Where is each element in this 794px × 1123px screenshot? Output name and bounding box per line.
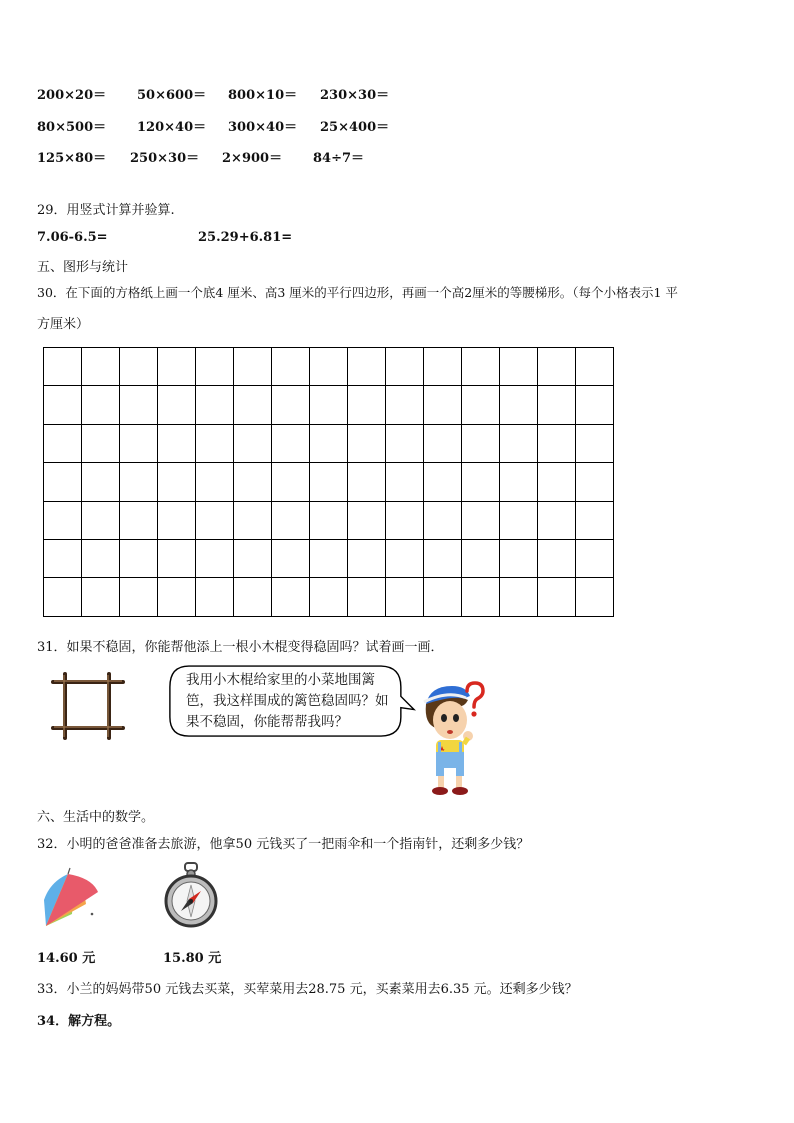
calc-3-4: 84÷7＝ <box>313 151 365 166</box>
q31-title: 31．如果不稳固，你能帮他添上一根小木棍变得稳固吗？试着画一画． <box>37 640 444 655</box>
grid-paper <box>43 347 614 617</box>
calc-1-4: 230×30＝ <box>320 88 390 103</box>
calc-1-1: 200×20＝ <box>37 88 107 103</box>
section-heading-5: 五、图形与统计 <box>37 260 129 275</box>
compass-icon <box>163 861 219 931</box>
calc-3-1: 125×80＝ <box>37 151 107 166</box>
calc-3-2: 250×30＝ <box>130 151 200 166</box>
calc-3-3: 2×900＝ <box>222 151 283 166</box>
calc-1-3: 800×10＝ <box>228 88 298 103</box>
q30-line1: 30．在下面的方格纸上画一个底4 厘米、高3 厘米的平行四边形，再画一个高2厘米的等腰梯形。（每个小格表示1 平 <box>37 285 678 300</box>
calc-2-2: 120×40＝ <box>137 120 207 135</box>
q29-expr2: 25.29+6.81= <box>198 230 293 245</box>
calc-1-2: 50×600＝ <box>137 88 207 103</box>
speech-text: 我用小木棍给家里的小菜地围篱笆，我这样围成的篱笆稳固吗？如果不稳固，你能帮帮我吗？ <box>186 672 389 730</box>
q29-title: 29．用竖式计算并验算. <box>37 203 175 218</box>
q29-expr1: 7.06-6.5= <box>37 230 108 245</box>
q30-line2: 方厘米） <box>37 317 90 332</box>
calc-2-4: 25×400＝ <box>320 120 390 135</box>
q32-title: 32．小明的爸爸准备去旅游，他拿50 元钱买了一把雨伞和一个指南针，还剩多少钱？ <box>37 837 530 852</box>
q33-text: 33．小兰的妈妈带50 元钱去买菜，买荤菜用去28.75 元，买素菜用去6.35 元。还剩多少钱？ <box>37 982 578 997</box>
section-heading-6: 六、生活中的数学。 <box>37 810 155 825</box>
calc-2-1: 80×500＝ <box>37 120 107 135</box>
wood-frame-icon <box>50 672 126 742</box>
calc-2-3: 300×40＝ <box>228 120 298 135</box>
question-mark-icon <box>462 680 488 720</box>
q34-title: 34．解方程。 <box>37 1014 121 1029</box>
umbrella-price: 14.60 元 <box>37 951 96 966</box>
umbrella-icon <box>38 866 100 930</box>
compass-price: 15.80 元 <box>163 951 222 966</box>
